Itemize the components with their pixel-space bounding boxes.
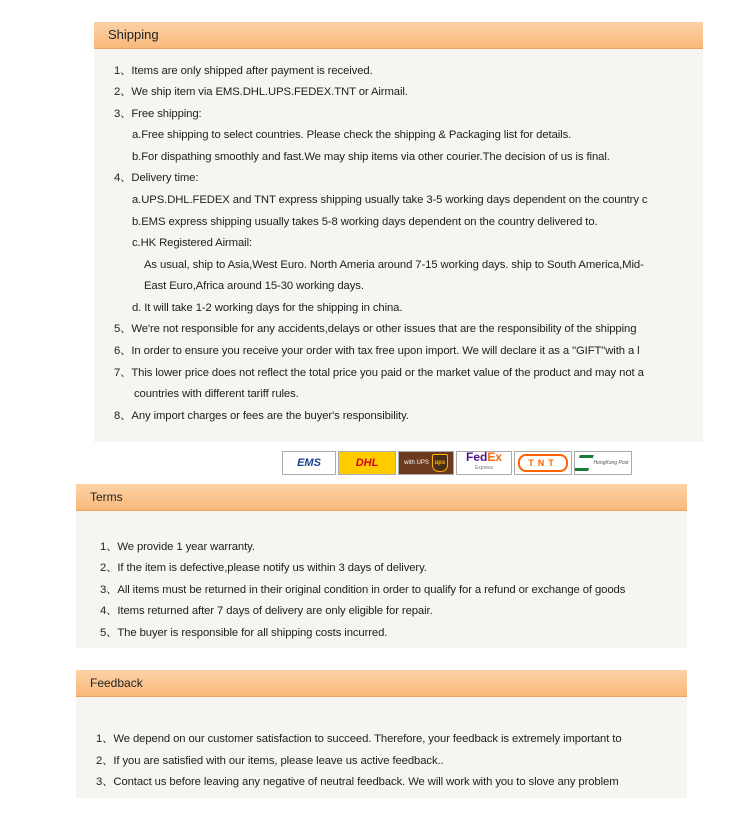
ems-logo (282, 451, 336, 475)
shipping-line-1: 1、Items are only shipped after payment is received. (114, 65, 373, 77)
feedback-section (76, 670, 687, 798)
terms-line-2: 2、If the item is defective,please notify us within 3 days of delivery. (100, 562, 427, 574)
shipping-line-4: 4、Delivery time: (114, 172, 199, 184)
shipping-line-3b: b.For dispathing smoothly and fast.We may ship items via other courier.The decision of us is final. (132, 151, 610, 163)
shipping-line-4b: b.EMS express shipping usually takes 5-8 working days dependent on the country delivered to. (132, 216, 598, 228)
ups-tag: with UPS (404, 460, 429, 466)
shipping-line-8: 8、Any import charges or fees are the buyer's responsibility. (114, 410, 409, 422)
shipping-section (94, 22, 703, 442)
feedback-line-2: 2、If you are satisfied with our items, please leave us active feedback.. (96, 755, 444, 767)
fedex-wordmark (466, 452, 502, 463)
hongkong-post-icon (575, 455, 595, 471)
fedex-sub-text: Express (474, 465, 494, 471)
tnt-logo (514, 451, 572, 475)
terms-line-5: 5、The buyer is responsible for all shipping costs incurred. (100, 627, 388, 639)
hongkong-post-logo (574, 451, 632, 475)
shipping-line-7: 7、This lower price does not reflect the total price you paid or the market value of the product and may not a (114, 367, 644, 379)
shipping-line-4d: d. It will take 1-2 working days for the shipping in china. (132, 302, 403, 314)
dhl-logo-text: DHL (355, 457, 379, 469)
shipping-line-4a: a.UPS.DHL.FEDEX and TNT express shipping usually take 3-5 working days dependent on the country c (132, 194, 648, 206)
terms-section (76, 484, 687, 648)
terms-title: Terms (90, 490, 123, 504)
tnt-logo-text: TNT (528, 458, 558, 468)
shipping-title: Shipping (108, 27, 159, 42)
shipping-header (94, 22, 703, 49)
carrier-logos (282, 451, 632, 475)
ups-logo (398, 451, 454, 475)
feedback-line-1: 1、We depend on our customer satisfaction to succeed. Therefore, your feedback is extremely important to (96, 733, 622, 745)
terms-line-4: 4、Items returned after 7 days of delivery are only eligible for repair. (100, 605, 433, 617)
fedex-ex-text: Ex (487, 451, 503, 464)
shipping-line-3: 3、Free shipping: (114, 108, 202, 120)
shipping-line-6: 6、In order to ensure you receive your order with tax free upon import. We will declare it as a "GIFT"with a l (114, 345, 640, 357)
ems-logo-text: EMS (297, 457, 321, 469)
shipping-line-3a: a.Free shipping to select countries. Please check the shipping & Packaging list for details. (132, 129, 572, 141)
ups-shield-text: ups (434, 460, 446, 466)
tnt-ring-icon (518, 454, 568, 472)
shipping-line-4c-detail-1: As usual, ship to Asia,West Euro. North Ameria around 7-15 working days. ship to South America,Mid- (144, 259, 644, 271)
hongkong-post-text: HongKong Post (593, 460, 629, 466)
terms-header (76, 484, 687, 511)
terms-line-1: 1、We provide 1 year warranty. (100, 541, 255, 553)
shipping-line-5: 5、We're not responsible for any accidents,delays or other issues that are the responsibility of the shipping (114, 323, 637, 335)
feedback-line-3: 3、Contact us before leaving any negative of neutral feedback. We will work with you to slove any problem (96, 776, 619, 788)
ups-shield-icon (432, 454, 448, 472)
fedex-fed-text: Fed (465, 451, 488, 464)
shipping-line-4c: c.HK Registered Airmail: (132, 237, 253, 249)
feedback-header (76, 670, 687, 697)
shipping-line-2: 2、We ship item via EMS.DHL.UPS.FEDEX.TNT or Airmail. (114, 86, 408, 98)
shipping-line-4c-detail-2: East Euro,Africa around 15-30 working days. (144, 280, 364, 292)
fedex-logo (456, 451, 512, 475)
shipping-line-7-cont: countries with different tariff rules. (134, 388, 299, 400)
terms-line-3: 3、All items must be returned in their original condition in order to qualify for a refund or exchange of goods (100, 584, 626, 596)
dhl-logo (338, 451, 396, 475)
feedback-title: Feedback (90, 676, 143, 690)
